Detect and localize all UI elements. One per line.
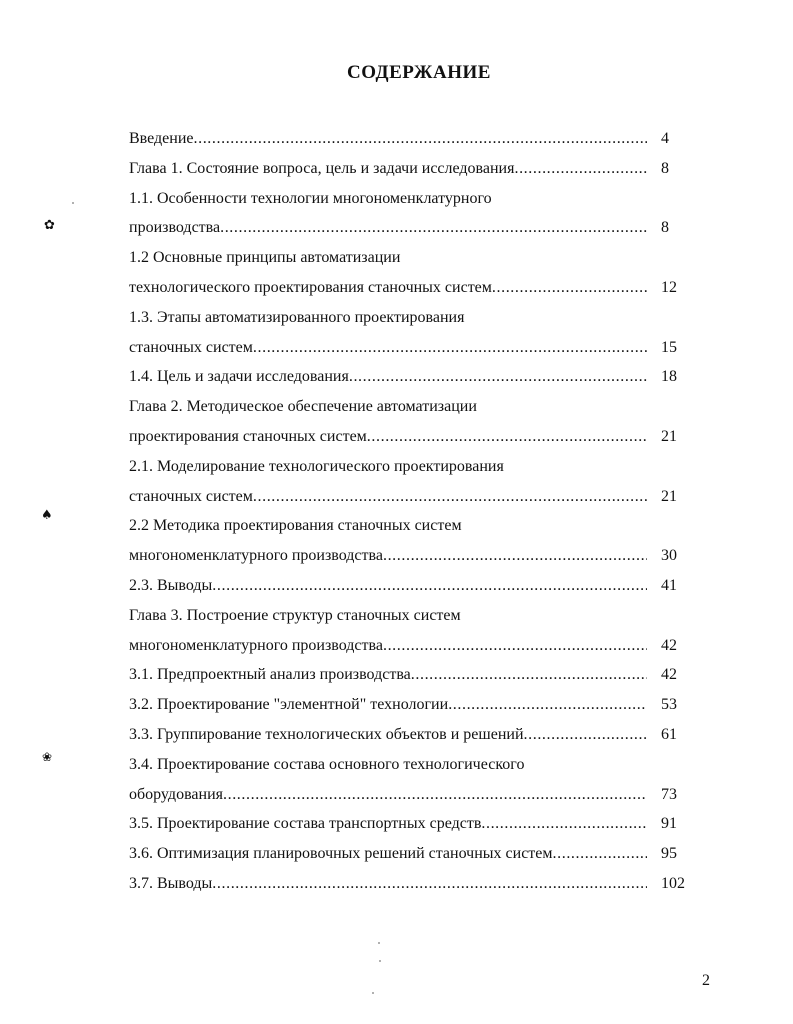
toc-page-number: 21	[661, 487, 677, 505]
toc-page-number: 91	[661, 815, 677, 833]
toc-dot-leader	[194, 124, 648, 154]
toc-row	[129, 124, 691, 154]
toc-entry-text: проектирования станочных систем	[129, 427, 367, 445]
scan-speck	[372, 992, 374, 994]
toc-row	[129, 690, 691, 720]
toc-entry-text: многономенклатурного производства	[129, 547, 383, 565]
toc-row	[129, 750, 691, 780]
toc-page-number: 8	[661, 159, 669, 177]
toc-row	[129, 154, 691, 184]
toc-entry-text: 3.1. Предпроектный анализ производства	[129, 666, 411, 684]
toc-dot-leader	[492, 273, 647, 303]
toc-row	[129, 780, 691, 810]
toc-dot-leader	[514, 154, 647, 184]
toc-entry-text: 2.2 Методика проектирования станочных систем	[129, 517, 462, 535]
toc-line	[129, 333, 647, 363]
toc-line	[129, 243, 669, 273]
toc-page-number: 30	[661, 547, 677, 565]
toc-page-number: 8	[661, 219, 669, 237]
scan-speck	[72, 202, 74, 204]
toc-row	[129, 541, 691, 571]
toc-row	[129, 184, 691, 214]
toc-row	[129, 362, 691, 392]
toc-row	[129, 601, 691, 631]
toc-page-number: 95	[661, 845, 677, 863]
toc-line	[129, 154, 647, 184]
toc-row	[129, 571, 691, 601]
scan-mark-icon: ✿	[44, 218, 55, 233]
toc-row	[129, 422, 691, 452]
toc-line	[129, 124, 647, 154]
toc-line	[129, 780, 647, 810]
toc-entry-text: 3.6. Оптимизация планировочных решений станочных систем	[129, 845, 553, 863]
toc-line	[129, 809, 647, 839]
toc-dot-leader	[212, 571, 647, 601]
toc-line	[129, 422, 647, 452]
toc-entry-text: Глава 2. Методическое обеспечение автоматизации	[129, 398, 477, 416]
toc-entry-text: 2.3. Выводы	[129, 576, 213, 594]
toc-dot-leader	[349, 362, 647, 392]
toc-page-number: 61	[661, 725, 677, 743]
toc-page-number: 41	[661, 576, 677, 594]
toc-line	[129, 184, 669, 214]
toc-line	[129, 690, 647, 720]
toc-entry-text: 1.3. Этапы автоматизированного проектирования	[129, 308, 465, 326]
toc-row	[129, 452, 691, 482]
toc-dot-leader	[223, 780, 647, 810]
toc-page-number: 12	[661, 278, 677, 296]
toc-entry-text: технологического проектирования станочных систем	[129, 278, 492, 296]
toc-entry-text: 3.7. Выводы	[129, 874, 213, 892]
toc-entry-text: многономенклатурного производства	[129, 636, 383, 654]
toc-row	[129, 869, 691, 899]
toc-line	[129, 541, 647, 571]
toc-row	[129, 839, 691, 869]
toc-line	[129, 601, 669, 631]
toc-entry-text: 3.3. Группирование технологических объектов и решений	[129, 725, 524, 743]
toc-line	[129, 571, 647, 601]
page-title: СОДЕРЖАНИЕ	[347, 62, 491, 83]
toc-line	[129, 303, 669, 333]
toc-dot-leader	[383, 631, 647, 661]
toc-entry-text: 1.4. Цель и задачи исследования	[129, 368, 349, 386]
toc-page-number: 42	[661, 636, 677, 654]
toc-line	[129, 660, 647, 690]
scan-speck	[378, 942, 380, 944]
toc-line	[129, 452, 669, 482]
toc-entry-text: 3.2. Проектирование "элементной" технологии	[129, 696, 449, 714]
toc-row	[129, 660, 691, 690]
toc-dot-leader	[220, 213, 647, 243]
toc-line	[129, 482, 647, 512]
toc-line	[129, 839, 647, 869]
toc-row	[129, 303, 691, 333]
toc-line	[129, 213, 647, 243]
toc-line	[129, 511, 669, 541]
toc-entry-text: станочных систем	[129, 338, 253, 356]
toc-row	[129, 243, 691, 273]
toc-page-number: 42	[661, 666, 677, 684]
toc-page-number: 53	[661, 696, 677, 714]
toc-row	[129, 333, 691, 363]
toc-entry-text: станочных систем	[129, 487, 253, 505]
toc-entry-text: 3.4. Проектирование состава основного технологического	[129, 755, 525, 773]
toc-entry-text: Глава 3. Построение структур станочных систем	[129, 606, 461, 624]
toc-row	[129, 631, 691, 661]
table-of-contents	[129, 124, 691, 899]
toc-row	[129, 809, 691, 839]
toc-dot-leader	[524, 720, 647, 750]
toc-dot-leader	[448, 690, 647, 720]
toc-dot-leader	[253, 482, 647, 512]
toc-page-number: 21	[661, 427, 677, 445]
toc-dot-leader	[481, 809, 647, 839]
toc-line	[129, 869, 647, 899]
toc-line	[129, 720, 647, 750]
scan-speck	[379, 960, 381, 962]
toc-line	[129, 392, 669, 422]
page-number: 2	[702, 972, 710, 989]
toc-page-number: 15	[661, 338, 677, 356]
toc-page-number: 18	[661, 368, 677, 386]
toc-entry-text: 1.1. Особенности технологии многономенклатурного	[129, 189, 492, 207]
toc-entry-text: производства	[129, 219, 221, 237]
toc-row	[129, 213, 691, 243]
toc-line	[129, 631, 647, 661]
toc-page-number: 73	[661, 785, 677, 803]
toc-entry-text: Глава 1. Состояние вопроса, цель и задачи исследования	[129, 159, 515, 177]
toc-entry-text: Введение	[129, 130, 194, 147]
scan-mark-icon: ♠	[41, 508, 53, 523]
toc-row	[129, 511, 691, 541]
toc-page-number: 4	[661, 130, 669, 147]
toc-page-number: 102	[661, 874, 685, 892]
toc-dot-leader	[411, 660, 647, 690]
toc-row	[129, 273, 691, 303]
toc-dot-leader	[553, 839, 647, 869]
toc-entry-text: 2.1. Моделирование технологического проектирования	[129, 457, 504, 475]
toc-row	[129, 482, 691, 512]
toc-entry-text: 3.5. Проектирование состава транспортных средств	[129, 815, 482, 833]
toc-dot-leader	[212, 869, 647, 899]
toc-entry-text: оборудования	[129, 785, 223, 803]
toc-row	[129, 392, 691, 422]
toc-dot-leader	[253, 333, 647, 363]
toc-row	[129, 720, 691, 750]
toc-dot-leader	[367, 422, 647, 452]
toc-line	[129, 273, 647, 303]
toc-dot-leader	[383, 541, 647, 571]
toc-line	[129, 362, 647, 392]
scan-mark-icon: ❀	[42, 750, 53, 764]
toc-entry-text: 1.2 Основные принципы автоматизации	[129, 249, 401, 267]
toc-line	[129, 750, 669, 780]
